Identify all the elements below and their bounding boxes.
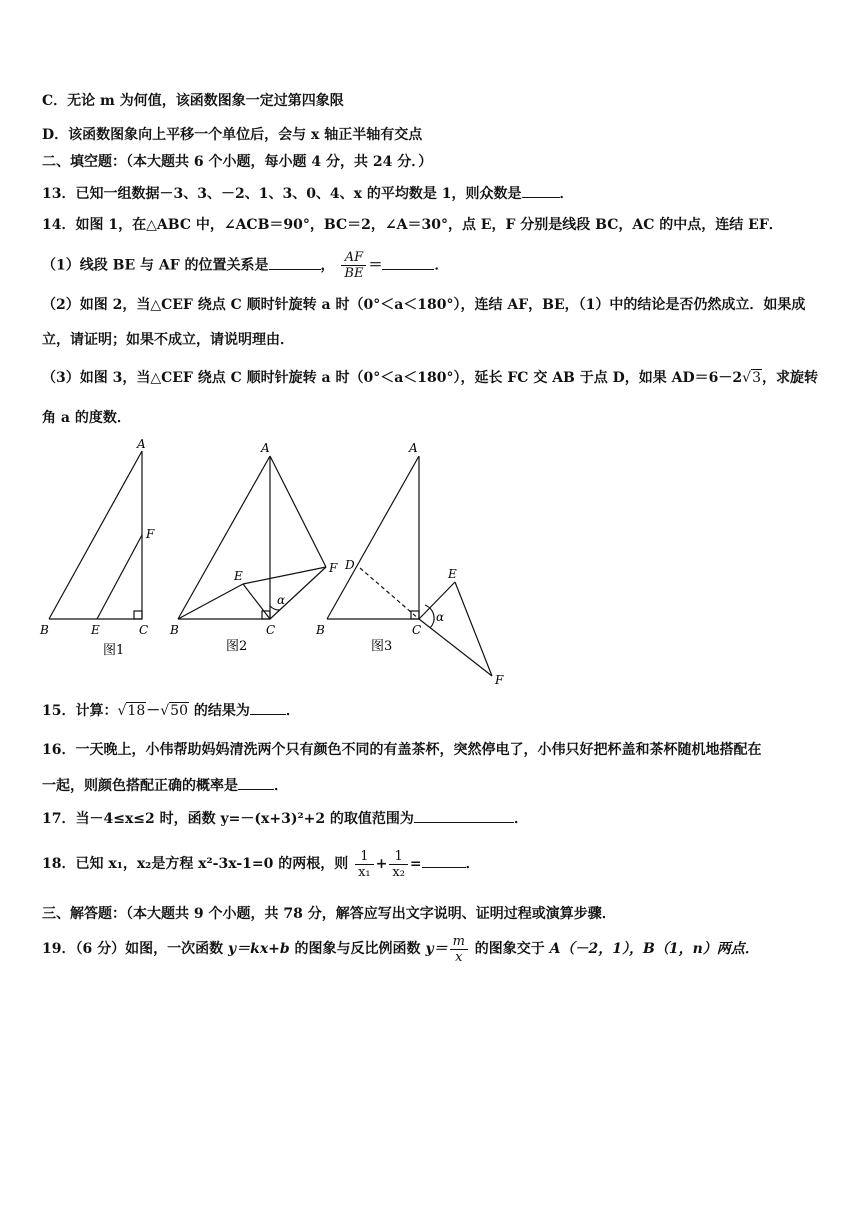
q14-3-tail: ，求旋转 — [762, 370, 818, 386]
fig2-label-f: F — [329, 561, 338, 575]
fig1-label-f: F — [146, 527, 155, 541]
fig2-label-c: C — [266, 623, 276, 637]
q13-text: 13．已知一组数据－3、3、－2、1、3、0、4、x 的平均数是 1，则众数是 — [42, 186, 522, 202]
q19-text: 19．（6 分）如图，一次函数 — [42, 941, 228, 957]
fig2-label-a: A — [261, 441, 270, 455]
question-16-line2 — [42, 775, 288, 796]
period: ． — [559, 186, 574, 202]
sqrt-50: √50 — [160, 703, 188, 719]
linear-function: y＝kx+b — [227, 941, 290, 957]
option-d: D．该函数图象向上平移一个单位后，会与 x 轴正半轴有交点 — [42, 127, 423, 143]
fraction-denominator: x — [455, 949, 463, 965]
plus-sign: + — [375, 856, 388, 872]
question-14-part-2-line2: 立，请证明；如果不成立，请说明理由． — [42, 332, 294, 348]
q18-text: 18．已知 x₁，x₂是方程 x²-3x-1=0 的两根，则 — [42, 856, 349, 872]
equals-sign: ＝ — [368, 257, 383, 274]
question-17 — [42, 808, 528, 829]
fig3-label-b: B — [316, 623, 325, 637]
fig3-label-alpha: α — [436, 610, 445, 624]
q14-1-text: （1）线段 BE 与 AF 的位置关系是 — [42, 257, 269, 274]
sqrt-3: √3 — [742, 370, 761, 386]
section-answer-heading: 三、解答题：（本大题共 9 个小题，共 78 分，解答应写出文字说明、证明过程或演算步骤． — [42, 906, 616, 922]
fig3-label-f: F — [495, 673, 504, 687]
answer-blank — [422, 853, 466, 868]
fig1-label-e: E — [91, 623, 100, 637]
option-c: C．无论 m 为何值，该函数图象一定过第四象限 — [42, 93, 344, 109]
fig3-label-e: E — [448, 567, 457, 581]
period: ． — [465, 856, 480, 872]
minus-sign: － — [146, 703, 161, 719]
question-14: 14．如图 1，在△ABC 中，∠ACB＝90°，BC＝2，∠A＝30°，点 E，F 分别是线段 BC，AC 的中点，连结 EF． — [42, 217, 783, 233]
fraction-denominator: x₂ — [392, 864, 405, 880]
fraction-m-over-x — [450, 934, 468, 965]
question-19 — [42, 932, 759, 966]
q17-text: 17．当－4≤x≤2 时，函数 y=－(x+3)²+2 的取值范围为 — [42, 811, 414, 827]
period: ． — [274, 778, 288, 794]
fig3-label-d: D — [345, 558, 355, 572]
section-fill-in-heading: 二、填空题：（本大题共 6 个小题，每小题 4 分，共 24 分．） — [42, 154, 433, 170]
q19-text-2: 的图象与反比例函数 — [289, 941, 426, 957]
question-14-part-1: （1）线段 BE 与 AF 的位置关系是 ， $\frac{AF}{BE}$ ＝ ． — [42, 250, 449, 281]
fig1-label-c: C — [139, 623, 149, 637]
figure-1 — [49, 451, 142, 619]
question-15 — [42, 700, 300, 722]
question-14-part-2-line1: （2）如图 2，当△CEF 绕点 C 顺时针旋转 a 时（0°＜a＜180°），连结 AF，BE，（1）中的结论是否仍然成立．如果成 — [42, 297, 806, 313]
q19-text-3: 的图象交于 — [469, 941, 550, 957]
fraction-numerator: 1 — [355, 849, 374, 865]
fraction-numerator: 1 — [389, 849, 408, 865]
fig3-label-a: A — [409, 441, 418, 455]
period: ． — [285, 703, 300, 719]
question-16-line1: 16．一天晚上，小伟帮助妈妈清洗两个只有颜色不同的有盖茶杯，突然停电了，小伟只好把杯盖和茶杯随机地搭配在 — [42, 742, 762, 758]
figure-2 — [178, 456, 326, 619]
fig2-label-e: E — [234, 569, 243, 583]
q14-3-text: （3）如图 3，当△CEF 绕点 C 顺时针旋转 a 时（0°＜a＜180°），延长 FC 交 AB 于点 D，如果 AD＝6－2 — [42, 370, 743, 386]
answer-blank — [414, 808, 514, 823]
fig3-caption: 图3 — [371, 639, 393, 654]
answer-blank — [250, 700, 286, 715]
question-14-part-3-line2: 角 a 的度数． — [42, 410, 131, 426]
q16-text: 一起，则颜色搭配正确的概率是 — [42, 778, 238, 794]
fig3-label-c: C — [412, 623, 422, 637]
intersection-points: A（－2，1），B（1，n）两点． — [549, 941, 759, 957]
y-equals: y＝ — [425, 941, 448, 957]
period: ． — [513, 811, 528, 827]
fraction-numerator: AF — [341, 250, 366, 266]
fraction-denominator: x₁ — [358, 864, 371, 880]
q15-text: 15．计算： — [42, 703, 118, 719]
fraction-denominator: BE — [344, 266, 364, 281]
radicand: 18 — [127, 703, 146, 719]
fraction-1-over-x1 — [355, 849, 374, 880]
fraction-numerator: m — [450, 934, 468, 950]
fig1-caption: 图1 — [103, 643, 125, 658]
fig2-label-alpha: α — [277, 593, 286, 607]
period: ． — [434, 257, 449, 274]
q15-tail: 的结果为 — [188, 703, 250, 719]
fig2-caption: 图2 — [226, 639, 248, 654]
fig1-label-b: B — [40, 623, 49, 637]
fig2-label-b: B — [170, 623, 179, 637]
radicand: 50 — [170, 703, 188, 719]
answer-blank — [238, 775, 274, 790]
fraction-1-over-x2 — [389, 849, 408, 880]
sqrt-18: √18 — [117, 703, 146, 719]
radicand: 3 — [752, 370, 761, 386]
fig1-label-a: A — [137, 437, 146, 451]
question-18 — [42, 846, 480, 882]
equals-sign: = — [409, 856, 422, 872]
